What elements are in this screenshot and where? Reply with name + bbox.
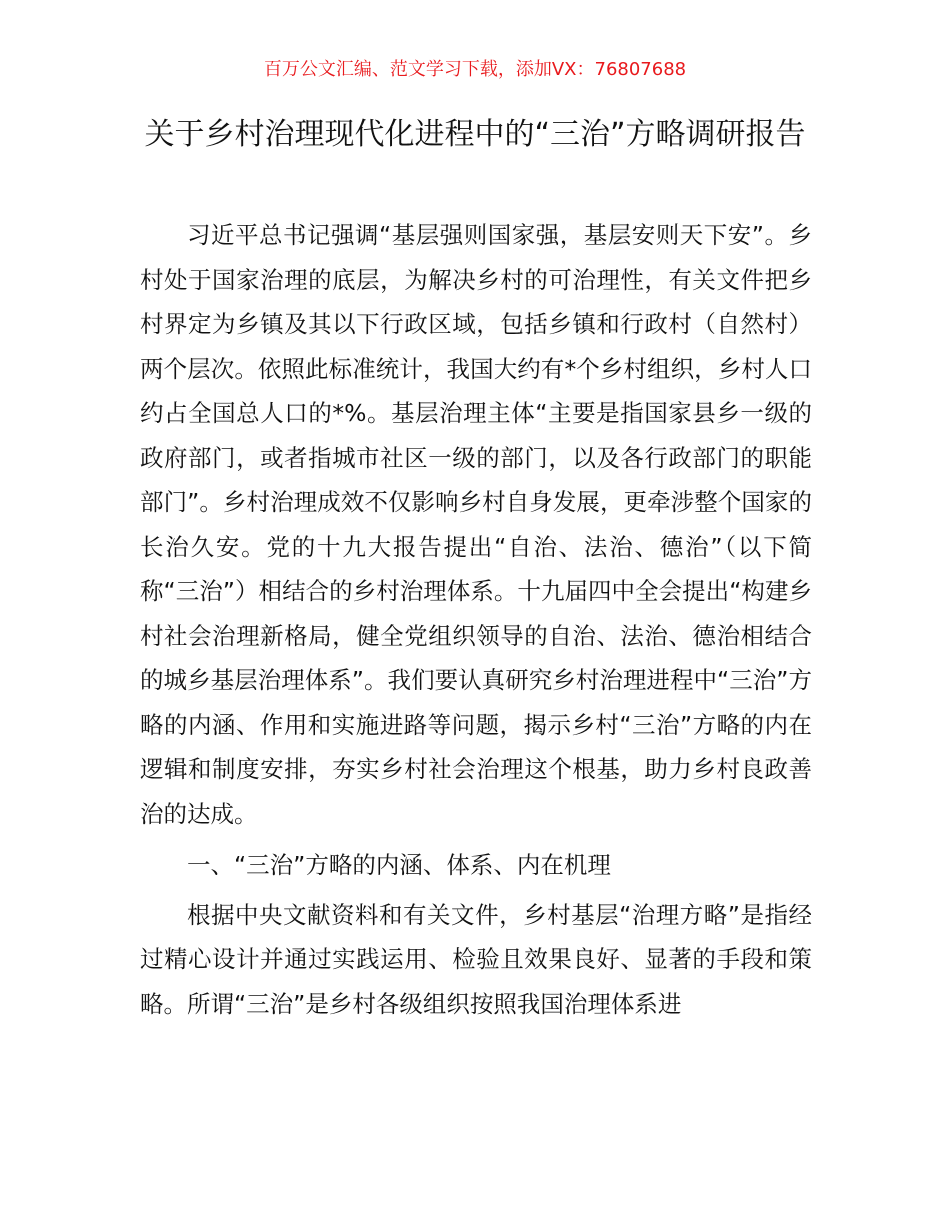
section-heading: 一、“三治”方略的内涵、体系、内在机理 xyxy=(187,851,611,879)
document-body xyxy=(140,213,812,1026)
body-paragraph: 根据中央文献资料和有关文件，乡村基层“治理方略”是指经过精心设计并通过实践运用、检验且效果良好、显著的手段和策略。所谓“三治”是乡村各级组织按照我国治理体系进 xyxy=(140,900,812,1018)
document-title: 关于乡村治理现代化进程中的“三治”方略调研报告 xyxy=(144,117,806,152)
watermark-banner: 百万公文汇编、范文学习下载，添加VX：76807688 xyxy=(263,59,687,80)
intro-paragraph: 习近平总书记强调“基层强则国家强，基层安则天下安”。乡村处于国家治理的底层，为解决乡村的可治理性，有关文件把乡村界定为乡镇及其以下行政区域，包括乡镇和行政村（自然村）两个层次。依照此标准统计，我国大约有*个乡村组织，乡村人口约占全国总人口的*%。基层治理主体“主要是指国家县乡一级的政府部门，或者指城市社区一级的部门，以及各行政部门的职能部门”。乡村治理成效不仅影响乡村自身发展，更牵涉整个国家的长治久安。党的十九大报告提出“自治、法治、德治”（以下简称“三治”）相结合的乡村治理体系。十九届四中全会提出“构建乡村社会治理新格局，健全党组织领导的自治、法治、德治相结合的城乡基层治理体系”。我们要认真研究乡村治理进程中“三治”方略的内涵、作用和实施进路等问题，揭示乡村“三治”方略的内在逻辑和制度安排，夯实乡村社会治理这个根基，助力乡村良政善治的达成。 xyxy=(140,221,812,828)
